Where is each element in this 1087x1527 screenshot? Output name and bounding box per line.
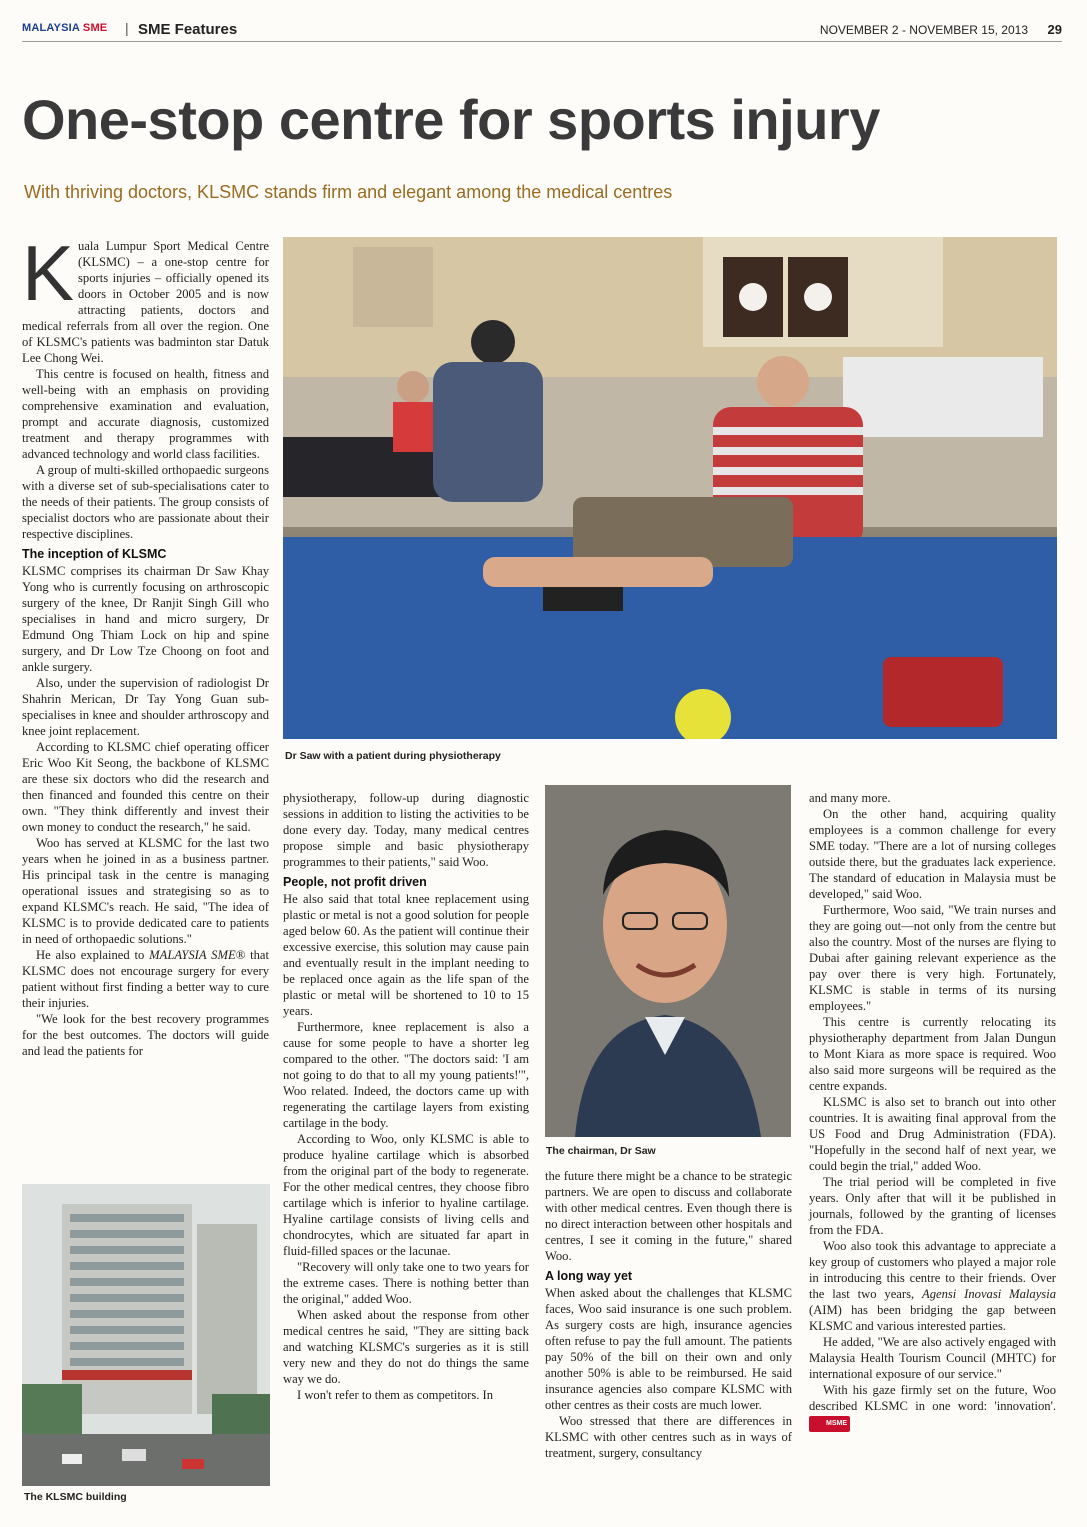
body-paragraph: [809, 1382, 1056, 1432]
logo-text-accent: SME: [82, 22, 108, 34]
logo-text-main: MALAYSIA: [22, 22, 80, 34]
physiotherapy-photo: [283, 237, 1057, 739]
body-paragraph: KLSMC comprises its chairman Dr Saw Khay Yong who is currently focusing on arthroscopic surgery of the knee, Dr Ranjit Singh Gill who specialises in hand and micro surgery, Dr Edmund Ong Thiam Lock on hip and spine surgery, and Dr Low Tze Choong on foot and ankle surgery.: [22, 564, 269, 674]
body-paragraph: He also said that total knee replacement using plastic or metal is not a good solution for people aged below 60. As the patient will continue their excessive exercise, this solution may cause pain and eventually result in the implant needing to be replaced once again as the life span of the plastic or metal will be shortened to 10 to 15 years.: [283, 892, 529, 1018]
page-number: 29: [1047, 22, 1062, 37]
body-paragraph: physiotherapy, follow-up during diagnostic sessions in addition to listing the activities to be done every day. Today, many medical centres propose simple and basic physiotherapy programmes to their patients," said Woo.: [283, 791, 529, 869]
subheading-inception: The inception of KLSMC: [22, 547, 167, 561]
body-paragraph: On the other hand, acquiring quality employees is a common challenge for every SME today. "There are a lot of nursing colleges outside there, but the graduates lack experience. The standard of education in Malaysia must be developed," said Woo.: [809, 807, 1056, 901]
body-paragraph: [22, 947, 269, 1011]
subheading-long-way: A long way yet: [545, 1269, 633, 1283]
body-paragraph: According to Woo, only KLSMC is able to produce hyaline cartilage which is absorbed from the original part of the body to regenerate. For the other medical centres, they choose fibro cartilage which is inferior to hyaline cartilage. Hyaline cartilage consists of living cells and chondrocytes, which are situated far apart in fluid-filled spaces or the lacunae.: [283, 1132, 529, 1258]
body-paragraph: When asked about the challenges that KLSMC faces, Woo said insurance is one such problem. As surgery costs are high, insurance agencies often refuse to pay the full amount. The patients pay 50% of the bill on their own and only another 50% is able to be reimbursed. He said insurance agencies also compare KLSMC with other centres as their costs are much lower.: [545, 1286, 792, 1412]
text-run: that KLSMC does not encourage surgery for every patient without first finding a better way to cure their injuries.: [22, 948, 269, 1010]
body-paragraph: [809, 1238, 1056, 1334]
body-paragraph: A group of multi-skilled orthopaedic surgeons with a diverse set of sub-specialisations cater to the needs of their patients. The group consists of specialist doctors who are passionate about their respective disciplines.: [22, 463, 269, 541]
photo-caption-chairman: The chairman, Dr Saw: [546, 1145, 656, 1157]
subheading-people: People, not profit driven: [283, 875, 427, 889]
body-paragraph: Woo stressed that there are differences in KLSMC with other centres such as in ways of treatment, surgery, consultancy: [545, 1414, 792, 1460]
physiotherapy-photo-illustration: [283, 237, 1057, 739]
building-photo-illustration: [22, 1184, 270, 1486]
agency-name: Agensi Inovasi Malaysia: [922, 1287, 1056, 1301]
header-separator: |: [125, 20, 129, 36]
body-paragraph: Furthermore, Woo said, "We train nurses and they are going out—not only from the centre but also the country. Most of the nurses are flying to Dubai after gaining relevant experience as the pay over there is very high. Fortunately, KLSMC is stable in terms of its nursing employees.": [809, 903, 1056, 1013]
article-column-3: [545, 1168, 792, 1461]
text-run: With his gaze firmly set on the future, Woo described KLSMC in one word: 'innovation'.: [809, 1383, 1056, 1413]
chairman-portrait-illustration: [545, 785, 791, 1137]
chairman-portrait-photo: [545, 785, 791, 1137]
body-paragraph: Woo has served at KLSMC for the last two years when he joined in as a business partner. His principal task in the centre is managing operational issues and strategising so as to expand KLSMC's reach. He said, "The idea of KLSMC is to provide dedicated care to patients in need of orthopaedic solutions.": [22, 836, 269, 946]
article-deck: With thriving doctors, KLSMC stands firm and elegant among the medical centres: [24, 182, 673, 202]
issue-date: NOVEMBER 2 - NOVEMBER 15, 2013: [819, 23, 1028, 37]
body-paragraph: Furthermore, knee replacement is also a cause for some people to have a shorter leg compared to the other. "The doctors said: 'I am not going to do that to all my young patients!'", Woo related. Indeed, the doctors came up with regenerating the cartilage layers from existing cartilage in the body.: [283, 1020, 529, 1130]
body-paragraph: When asked about the response from other medical centres he said, "They are sitting back and watching KLSMC's surgeries as it is still very new and they do not do things the same way we do.: [283, 1308, 529, 1386]
body-paragraph: I won't refer to them as competitors. In: [297, 1388, 494, 1402]
body-paragraph: the future there might be a chance to be strategic partners. We are open to discuss and collaborate with other medical centres. Even though there is no direct interaction between other hospitals and centres, I see it coming in the future," shared Woo.: [545, 1169, 792, 1263]
article-column-1: [22, 229, 269, 1059]
page-header: [22, 20, 1062, 42]
end-mark-logo: MSME: [809, 1416, 850, 1432]
body-paragraph: The trial period will be completed in five years. Only after that will it be published in journals, followed by the granting of licenses from the FDA.: [809, 1175, 1056, 1237]
text-run: He also explained to: [36, 948, 150, 962]
body-paragraph: This centre is currently relocating its physiotheraphy department from Jalan Dungun to Mont Kiara as more space is required. Woo also said more surgeons will be required as the centre expands.: [809, 1015, 1056, 1093]
article-column-2: [283, 790, 529, 1403]
body-paragraph: KLSMC is also set to branch out into other countries. It is awaiting final approval from the US Food and Drug Administration (FDA). "Hopefully in the second half of next year, we could begin the trial," added Woo.: [809, 1095, 1056, 1173]
lead-paragraph: [22, 229, 269, 366]
body-paragraph: According to KLSMC chief operating officer Eric Woo Kit Seong, the backbone of KLSMC are these six doctors who did the research and then financed and founded this centre on their own. "They think differently and invest their own money to conduct the research," he said.: [22, 740, 269, 834]
building-photo: [22, 1184, 270, 1486]
body-paragraph: Also, under the supervision of radiologist Dr Shahrin Merican, Dr Tay Yong Guan sub-specialises in knee and shoulder arthroscopy and knee joint replacement.: [22, 676, 269, 738]
article-column-4: [809, 790, 1056, 1432]
body-paragraph: He added, "We are also actively engaged with Malaysia Health Tourism Council (MHTC) for international exposure of our service.": [809, 1335, 1056, 1381]
section-title: SME Features: [138, 21, 238, 38]
photo-caption-building: The KLSMC building: [24, 1491, 127, 1503]
text-run: (AIM) has been bridging the gap between KLSMC and various interested parties.: [809, 1303, 1056, 1333]
drop-cap: K: [22, 229, 75, 317]
body-paragraph: "Recovery will only take one to two years for the extreme cases. There is nothing better than the original," added Woo.: [283, 1260, 529, 1306]
body-paragraph: "We look for the best recovery programmes for the best outcomes. The doctors will guide and lead the patients for: [22, 1012, 269, 1058]
publication-name: MALAYSIA SME®: [149, 948, 246, 962]
text-run: Woo also took this advantage to appreciate a key group of customers who played a major role in introducing this centre to their friends. Over the last two years,: [809, 1239, 1056, 1301]
photo-caption-main: Dr Saw with a patient during physiotherapy: [285, 750, 501, 762]
lead-paragraph-text: uala Lumpur Sport Medical Centre (KLSMC) – a one-stop centre for sports injuries – officially opened its doors in October 2005 and is now attracting patients, doctors and medical referrals from all over the region. One of KLSMC's patients was badminton star Datuk Lee Chong Wei.: [22, 239, 269, 365]
body-paragraph: and many more.: [809, 791, 891, 805]
publication-logo: [22, 22, 107, 34]
article-headline: One-stop centre for sports injury: [22, 88, 880, 151]
body-paragraph: This centre is focused on health, fitness and well-being with an emphasis on providing comprehensive examination and evaluation, prompt and accurate diagnosis, customized treatment and therapy programmes with advanced technology and world class facilities.: [22, 367, 269, 461]
